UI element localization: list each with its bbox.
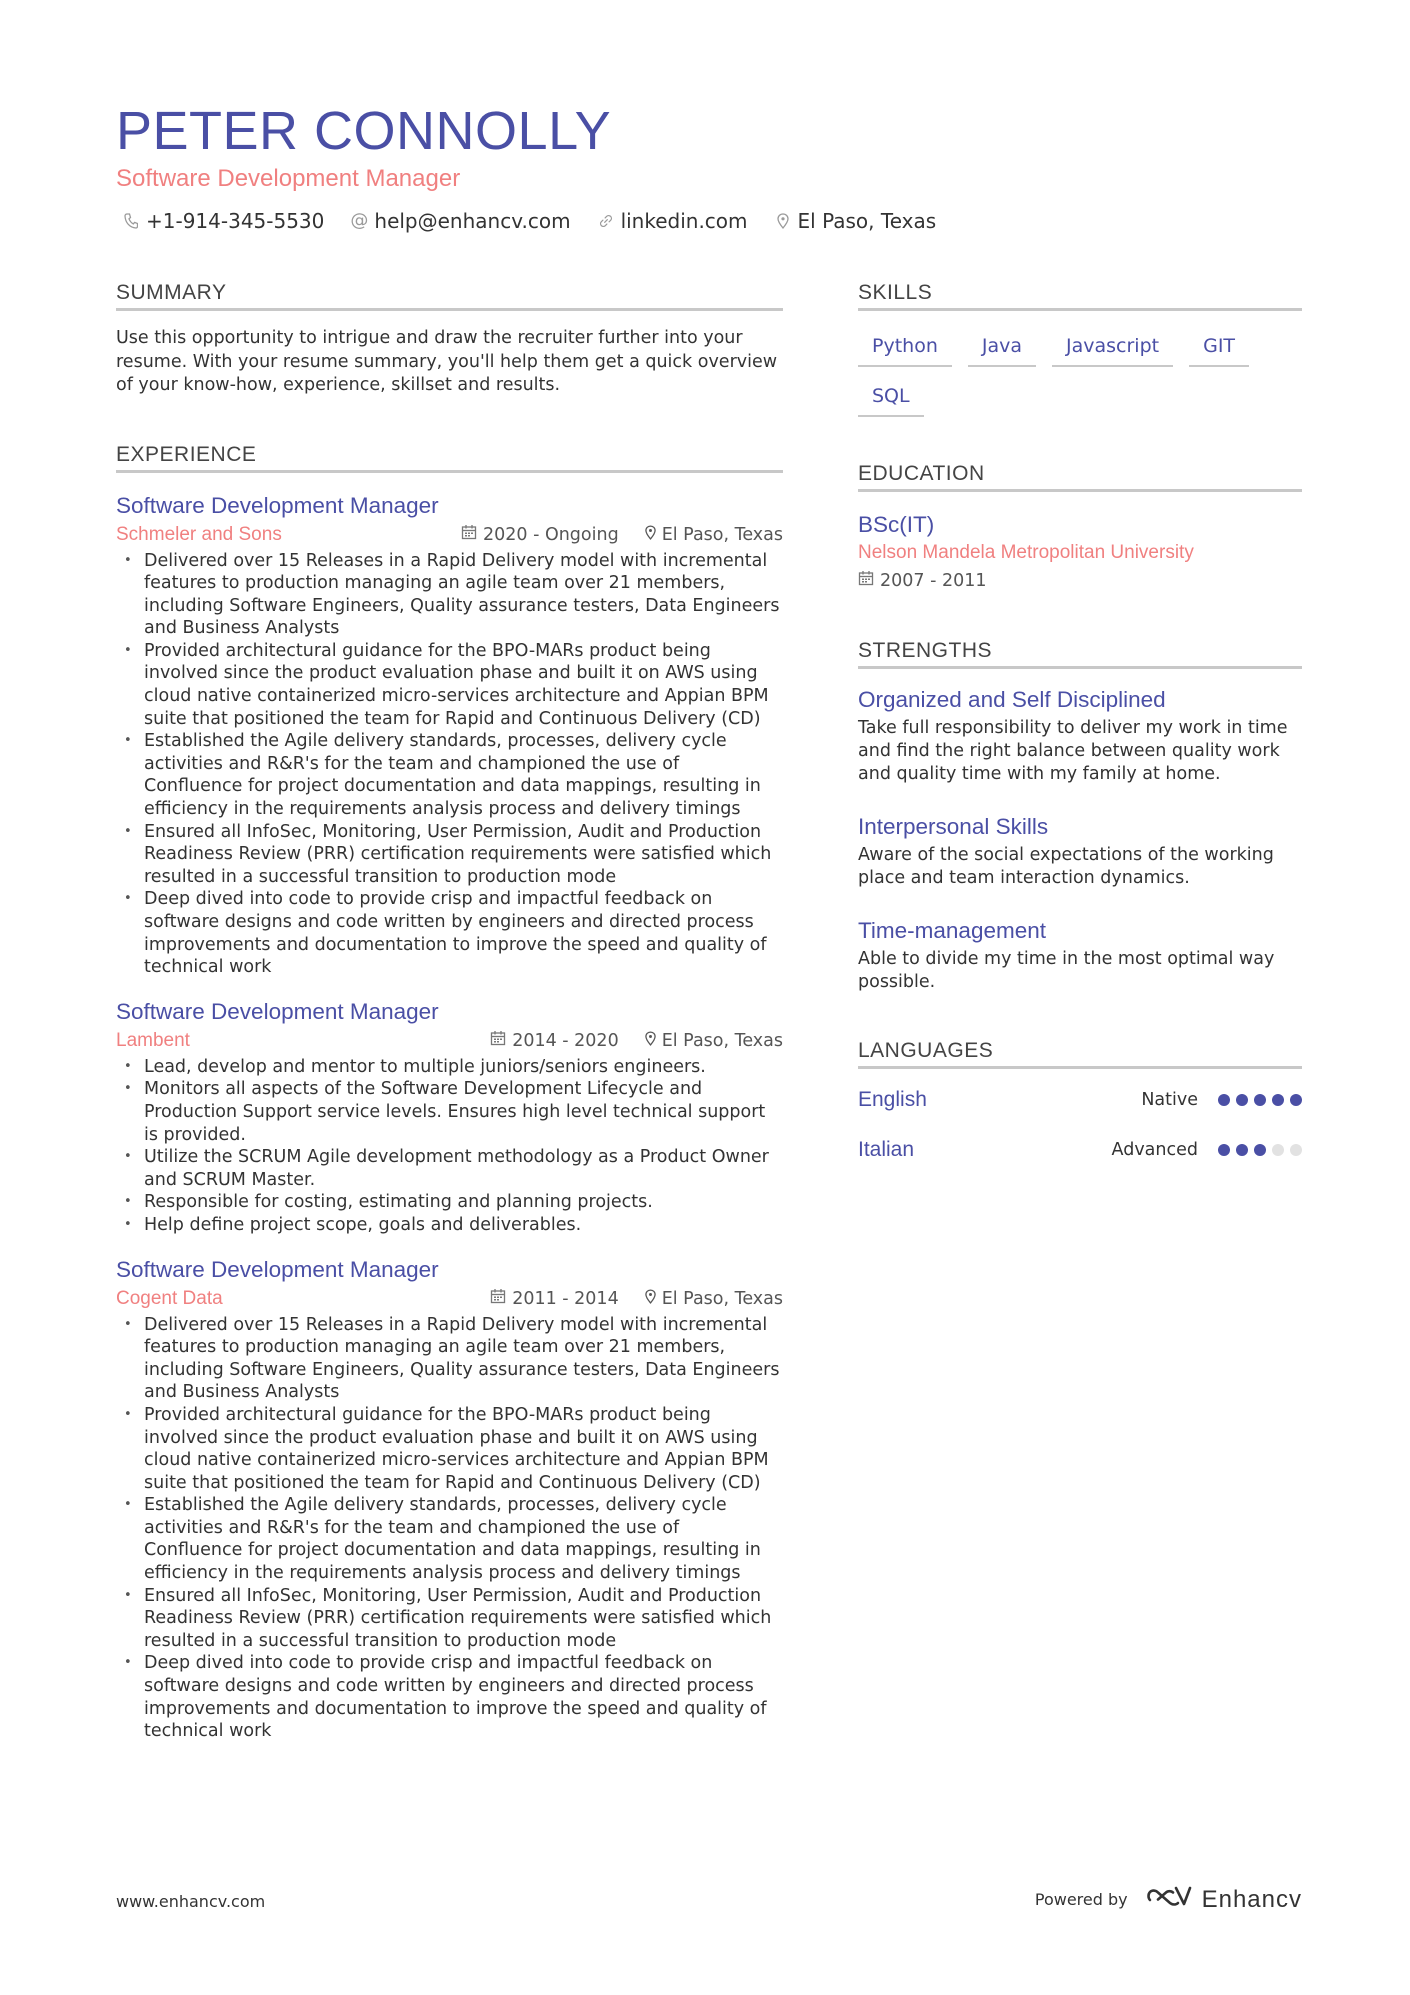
rating-dot [1272,1094,1284,1106]
job-location-text: El Paso, Texas [661,1030,783,1051]
left-column [116,280,783,1743]
contact-location-text: El Paso, Texas [797,209,937,233]
list-item: • Provided architectural guidance for the BPO-MARs product being involved since the product evaluation phase and built it on AWS using cloud native containerized micro-services architecture and Appian BPM suite that positioned the team for Rapid and Continuous Delivery (CD) [116,640,783,730]
resume-page [116,0,1302,1995]
list-item: • Delivered over 15 Releases in a Rapid Delivery model with incremental features to production managing an agile team over 21 members, including Software Engineers, Quality assurance testers, Data Engineers and Business Analysts [116,550,783,640]
strength-item [858,685,1302,786]
at-icon: @ [350,210,369,231]
experience-entry [116,1255,783,1743]
strengths-section [858,638,1302,994]
summary-heading: SUMMARY [116,280,783,311]
skills-list [858,333,1302,417]
rating-dot [1236,1144,1248,1156]
language-rating [1218,1144,1302,1156]
rating-dot [1236,1094,1248,1106]
job-bullets [116,1314,783,1743]
list-item: • Lead, develop and mentor to multiple juniors/seniors engineers. [116,1056,783,1079]
contact-phone-text: +1-914-345-5530 [146,209,325,233]
language-name: Italian [858,1138,915,1161]
job-bullets [116,550,783,979]
list-item: • Deep dived into code to provide crisp and impactful feedback on software designs and code written by engineers and directed process improvements and documentation to improve the speed and quality of technical work [116,888,783,978]
experience-entry [116,997,783,1237]
strength-desc: Aware of the social expectations of the working place and team interaction dynamics. [858,845,1274,888]
rating-dot [1272,1144,1284,1156]
job-meta [116,1286,783,1312]
contact-location [776,208,937,234]
skill-tag: Javascript [1052,333,1173,367]
job-bullets [116,1056,783,1237]
job-meta [116,1028,783,1054]
phone-icon [124,213,138,229]
strength-item [858,916,1302,994]
job-meta [116,522,783,548]
languages-heading: LANGUAGES [858,1038,1302,1069]
contact-email[interactable] [352,208,570,234]
summary-section [116,280,783,398]
company-name: Lambent [116,1029,190,1051]
experience-section [116,442,783,1743]
language-item [858,1135,1302,1165]
education-heading: EDUCATION [858,461,1302,492]
calendar-icon [858,568,874,594]
skill-tag: SQL [858,383,924,417]
footer-branding [1035,1884,1302,1915]
edu-date-text: 2007 - 2011 [880,571,987,591]
language-rating [1218,1094,1302,1106]
strength-title: Organized and Self Disciplined [858,687,1166,712]
summary-text: Use this opportunity to intrigue and draw the recruiter further into your resume. With your resume summary, you'll help them get a quick overview of your know-how, experience, skillset and results. [116,328,778,395]
company-name: Schmeler and Sons [116,523,282,545]
job-title: Software Development Manager [116,492,439,518]
contact-email-text: help@enhancv.com [374,209,571,233]
job-date [490,1286,619,1312]
language-name: English [858,1088,927,1111]
list-item: • Provided architectural guidance for the BPO-MARs product being involved since the product evaluation phase and built it on AWS using cloud native containerized micro-services architecture and Appian BPM suite that positioned the team for Rapid and Continuous Delivery (CD) [116,1404,783,1494]
language-level: Advanced [1111,1140,1198,1160]
skill-tag: Java [968,333,1036,367]
job-location [645,1028,783,1054]
education-section [858,461,1302,594]
location-icon [645,1028,656,1054]
experience-entry [116,491,783,979]
strengths-heading: STRENGTHS [858,638,1302,669]
right-column [858,280,1302,1165]
rating-dot [1218,1094,1230,1106]
company-name: Cogent Data [116,1287,223,1309]
job-location [645,522,783,548]
list-item: • Help define project scope, goals and deliverables. [116,1214,783,1237]
contact-bar [124,208,936,234]
contact-linkedin-text: linkedin.com [620,209,748,233]
rating-dot [1254,1094,1266,1106]
candidate-name: PETER CONNOLLY [116,101,612,161]
rating-dot [1218,1144,1230,1156]
list-item: • Ensured all InfoSec, Monitoring, User Permission, Audit and Production Readiness Review (PRR) certification requirements were satisfied which resulted in a successful transition to production mode [116,821,783,889]
skills-section [858,280,1302,417]
strength-title: Interpersonal Skills [858,814,1049,839]
skill-tag: GIT [1189,333,1249,367]
candidate-title: Software Development Manager [116,165,461,192]
location-icon [645,522,656,548]
location-icon [645,1286,656,1312]
calendar-icon [490,1028,506,1054]
list-item: • Established the Agile delivery standards, processes, delivery cycle activities and R&R's for the team and championed the use of Confluence for project documentation and data mappings, resulting in efficiency in the requirements analysis process and delivery timings [116,730,783,820]
contact-linkedin[interactable] [599,208,748,234]
link-icon [599,213,613,229]
job-title: Software Development Manager [116,998,439,1024]
languages-section [858,1038,1302,1165]
language-item [858,1085,1302,1115]
strength-title: Time-management [858,918,1046,943]
powered-by-label: Powered by [1034,1890,1128,1909]
list-item: • Utilize the SCRUM Agile development methodology as a Product Owner and SCRUM Master. [116,1146,783,1191]
rating-dot [1254,1144,1266,1156]
location-icon [776,213,790,229]
job-date-text: 2011 - 2014 [512,1288,619,1309]
skills-heading: SKILLS [858,280,1302,311]
brand-logo[interactable] [1146,1884,1302,1915]
job-date-text: 2014 - 2020 [512,1030,619,1051]
job-date [461,522,619,548]
calendar-icon [461,522,477,548]
rating-dot [1290,1144,1302,1156]
list-item: • Established the Agile delivery standards, processes, delivery cycle activities and R&R's for the team and championed the use of Confluence for project documentation and data mappings, resulting in efficiency in the requirements analysis process and delivery timings [116,1494,783,1584]
skill-tag: Python [858,333,952,367]
list-item: • Ensured all InfoSec, Monitoring, User Permission, Audit and Production Readiness Review (PRR) certification requirements were satisfied which resulted in a successful transition to production mode [116,1585,783,1653]
language-level: Native [1141,1090,1198,1110]
contact-phone[interactable] [124,208,324,234]
job-date-text: 2020 - Ongoing [482,524,619,545]
enhancv-logo-icon [1146,1884,1192,1915]
footer-website[interactable]: www.enhancv.com [116,1892,266,1911]
list-item: • Responsible for costing, estimating and planning projects. [116,1191,783,1214]
edu-date [858,568,1302,594]
job-location-text: El Paso, Texas [661,524,783,545]
edu-degree: BSc(IT) [858,512,935,537]
job-location [645,1286,783,1312]
job-location-text: El Paso, Texas [661,1288,783,1309]
rating-dot [1290,1094,1302,1106]
list-item: • Monitors all aspects of the Software Development Lifecycle and Production Support service levels. Ensures high level technical support is provided. [116,1078,783,1146]
brand-name: Enhancv [1201,1885,1302,1913]
edu-school: Nelson Mandela Metropolitan University [858,542,1194,563]
list-item: • Delivered over 15 Releases in a Rapid Delivery model with incremental features to production managing an agile team over 21 members, including Software Engineers, Quality assurance testers, Data Engineers and Business Analysts [116,1314,783,1404]
experience-heading: EXPERIENCE [116,442,783,473]
strength-desc: Able to divide my time in the most optimal way possible. [858,949,1275,992]
list-item: • Deep dived into code to provide crisp and impactful feedback on software designs and code written by engineers and directed process improvements and documentation to improve the speed and quality of technical work [116,1652,783,1742]
calendar-icon [490,1286,506,1312]
strength-desc: Take full responsibility to deliver my work in time and find the right balance between quality work and quality time with my family at home. [858,718,1288,784]
job-date [490,1028,619,1054]
job-title: Software Development Manager [116,1256,439,1282]
strength-item [858,812,1302,890]
